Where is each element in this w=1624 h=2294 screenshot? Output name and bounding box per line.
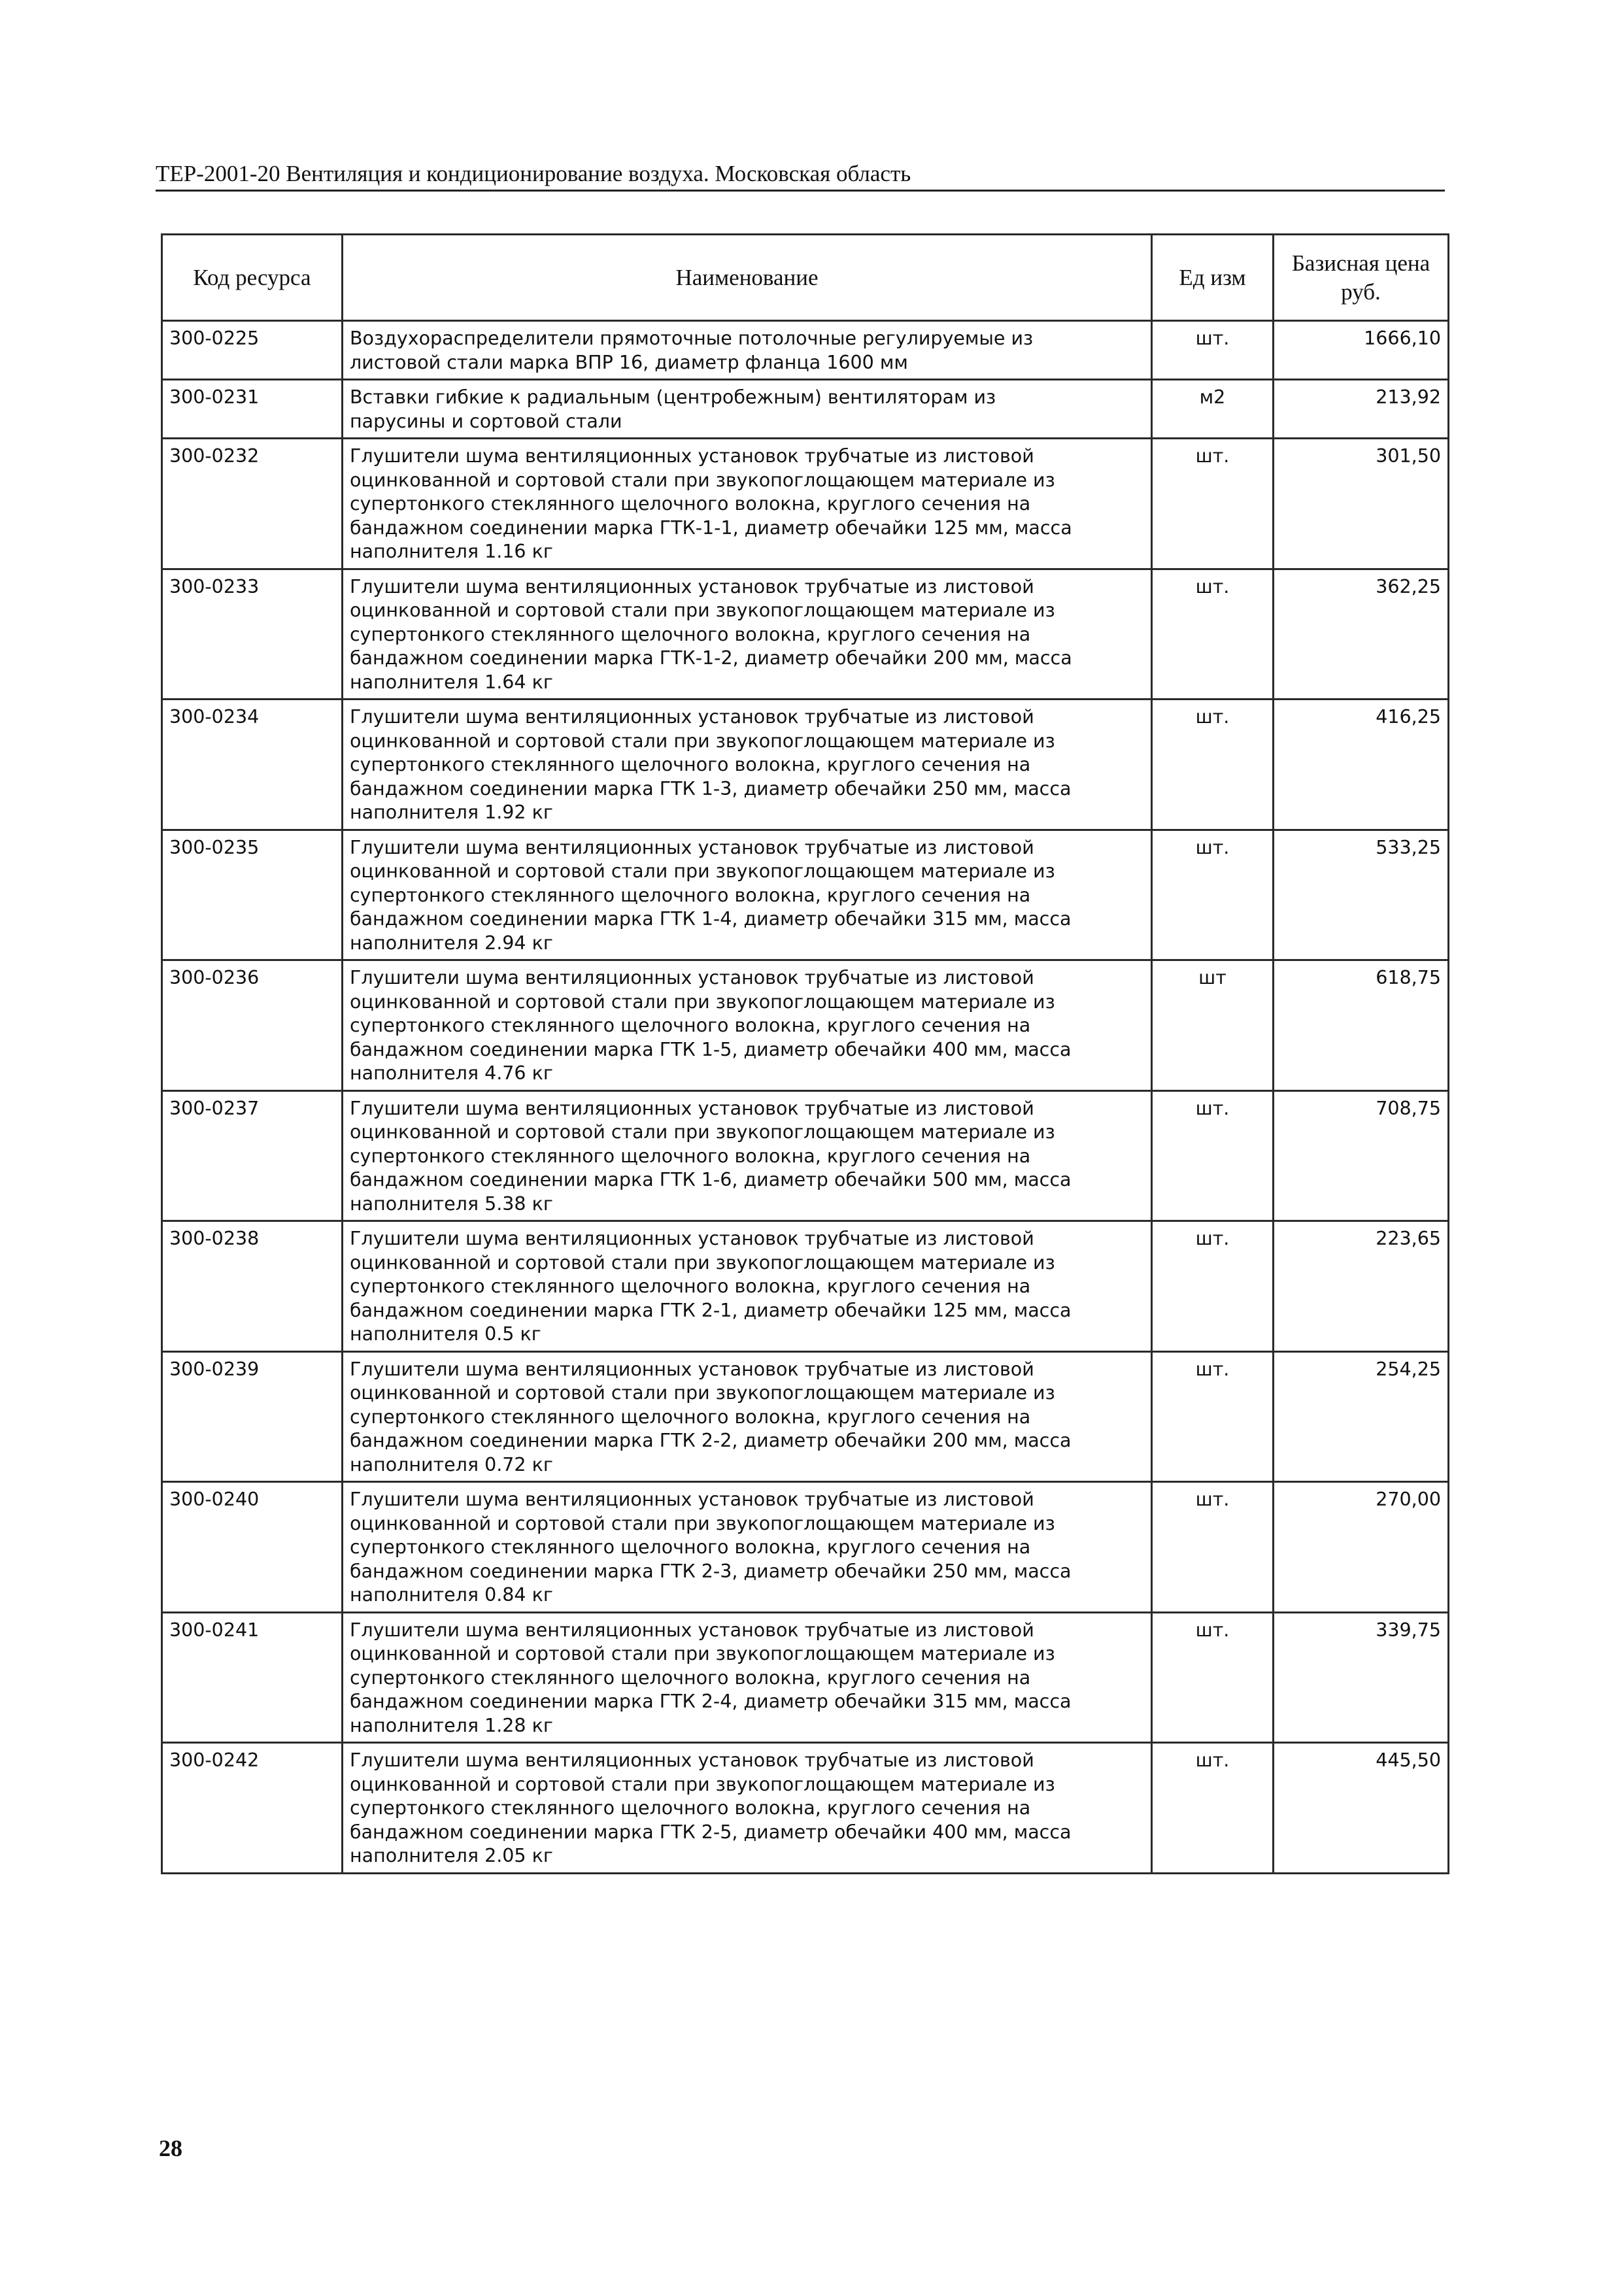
table-row xyxy=(162,960,1449,1091)
cell-name: Воздухораспределители прямоточные потолочные регулируемые из листовой стали марка ВПР 16, диаметр фланца 1600 мм xyxy=(343,321,1152,380)
cell-name: Глушители шума вентиляционных установок трубчатые из листовой оцинкованной и сортовой стали при звукопоглощающем материале из супертонкого стеклянного щелочного волокна, круглого сечения на бандажном соединении марка ГТК 2-1, диаметр обечайки 125 мм, масса наполнителя 0.5 кг xyxy=(343,1221,1152,1352)
cell-code: 300-0232 xyxy=(162,439,343,569)
cell-code: 300-0241 xyxy=(162,1612,343,1743)
table-row xyxy=(162,321,1449,380)
cell-code: 300-0235 xyxy=(162,830,343,960)
cell-unit: шт. xyxy=(1152,439,1274,569)
table-row xyxy=(162,1351,1449,1482)
cell-price: 223,65 xyxy=(1274,1221,1449,1352)
cell-price: 533,25 xyxy=(1274,830,1449,960)
table-row xyxy=(162,1221,1449,1352)
page-header: ТЕР-2001-20 Вентиляция и кондиционирование воздуха. Московская область xyxy=(156,161,1445,192)
cell-price: 708,75 xyxy=(1274,1090,1449,1221)
cell-code: 300-0238 xyxy=(162,1221,343,1352)
table-row xyxy=(162,1482,1449,1613)
column-header-price: Базисная цена руб. xyxy=(1274,235,1449,321)
table-body xyxy=(162,321,1449,1874)
cell-price: 254,25 xyxy=(1274,1351,1449,1482)
cell-price: 362,25 xyxy=(1274,569,1449,700)
cell-code: 300-0236 xyxy=(162,960,343,1091)
cell-code: 300-0231 xyxy=(162,380,343,439)
table-row xyxy=(162,1090,1449,1221)
cell-price: 416,25 xyxy=(1274,700,1449,830)
cell-code: 300-0225 xyxy=(162,321,343,380)
cell-unit: шт. xyxy=(1152,1743,1274,1874)
table-row xyxy=(162,439,1449,569)
table-header-row xyxy=(162,235,1449,321)
cell-price: 1666,10 xyxy=(1274,321,1449,380)
cell-code: 300-0242 xyxy=(162,1743,343,1874)
cell-code: 300-0239 xyxy=(162,1351,343,1482)
resource-table xyxy=(161,233,1449,1874)
cell-code: 300-0233 xyxy=(162,569,343,700)
column-header-name: Наименование xyxy=(343,235,1152,321)
cell-price: 301,50 xyxy=(1274,439,1449,569)
cell-unit: шт xyxy=(1152,960,1274,1091)
cell-name: Глушители шума вентиляционных установок трубчатые из листовой оцинкованной и сортовой стали при звукопоглощающем материале из супертонкого стеклянного щелочного волокна, круглого сечения на бандажном соединении марка ГТК 1-6, диаметр обечайки 500 мм, масса наполнителя 5.38 кг xyxy=(343,1090,1152,1221)
cell-unit: шт. xyxy=(1152,830,1274,960)
cell-price: 618,75 xyxy=(1274,960,1449,1091)
cell-unit: шт. xyxy=(1152,1612,1274,1743)
column-header-code: Код ресурса xyxy=(162,235,343,321)
cell-price: 270,00 xyxy=(1274,1482,1449,1613)
cell-name: Глушители шума вентиляционных установок трубчатые из листовой оцинкованной и сортовой стали при звукопоглощающем материале из супертонкого стеклянного щелочного волокна, круглого сечения на бандажном соединении марка ГТК 2-3, диаметр обечайки 250 мм, масса наполнителя 0.84 кг xyxy=(343,1482,1152,1613)
cell-unit: шт. xyxy=(1152,1351,1274,1482)
cell-code: 300-0234 xyxy=(162,700,343,830)
cell-unit: шт. xyxy=(1152,1221,1274,1352)
cell-price: 339,75 xyxy=(1274,1612,1449,1743)
cell-price: 213,92 xyxy=(1274,380,1449,439)
cell-name: Глушители шума вентиляционных установок трубчатые из листовой оцинкованной и сортовой стали при звукопоглощающем материале из супертонкого стеклянного щелочного волокна, круглого сечения на бандажном соединении марка ГТК 1-3, диаметр обечайки 250 мм, масса наполнителя 1.92 кг xyxy=(343,700,1152,830)
table-row xyxy=(162,1743,1449,1874)
cell-unit: шт. xyxy=(1152,321,1274,380)
table-row xyxy=(162,1612,1449,1743)
cell-unit: шт. xyxy=(1152,1482,1274,1613)
cell-name: Глушители шума вентиляционных установок трубчатые из листовой оцинкованной и сортовой стали при звукопоглощающем материале из супертонкого стеклянного щелочного волокна, круглого сечения на бандажном соединении марка ГТК 2-4, диаметр обечайки 315 мм, масса наполнителя 1.28 кг xyxy=(343,1612,1152,1743)
cell-name: Глушители шума вентиляционных установок трубчатые из листовой оцинкованной и сортовой стали при звукопоглощающем материале из супертонкого стеклянного щелочного волокна, круглого сечения на бандажном соединении марка ГТК 1-5, диаметр обечайки 400 мм, масса наполнителя 4.76 кг xyxy=(343,960,1152,1091)
table-row xyxy=(162,700,1449,830)
cell-name: Глушители шума вентиляционных установок трубчатые из листовой оцинкованной и сортовой стали при звукопоглощающем материале из супертонкого стеклянного щелочного волокна, круглого сечения на бандажном соединении марка ГТК 1-4, диаметр обечайки 315 мм, масса наполнителя 2.94 кг xyxy=(343,830,1152,960)
column-header-unit: Ед изм xyxy=(1152,235,1274,321)
cell-unit: шт. xyxy=(1152,1090,1274,1221)
cell-price: 445,50 xyxy=(1274,1743,1449,1874)
cell-code: 300-0240 xyxy=(162,1482,343,1613)
cell-name: Глушители шума вентиляционных установок трубчатые из листовой оцинкованной и сортовой стали при звукопоглощающем материале из супертонкого стеклянного щелочного волокна, круглого сечения на бандажном соединении марка ГТК-1-2, диаметр обечайки 200 мм, масса наполнителя 1.64 кг xyxy=(343,569,1152,700)
cell-name: Вставки гибкие к радиальным (центробежным) вентиляторам из парусины и сортовой стали xyxy=(343,380,1152,439)
page-number: 28 xyxy=(159,2135,182,2161)
cell-unit: шт. xyxy=(1152,569,1274,700)
table-row xyxy=(162,830,1449,960)
cell-name: Глушители шума вентиляционных установок трубчатые из листовой оцинкованной и сортовой стали при звукопоглощающем материале из супертонкого стеклянного щелочного волокна, круглого сечения на бандажном соединении марка ГТК 2-5, диаметр обечайки 400 мм, масса наполнителя 2.05 кг xyxy=(343,1743,1152,1874)
cell-unit: шт. xyxy=(1152,700,1274,830)
table-row xyxy=(162,569,1449,700)
table-row xyxy=(162,380,1449,439)
cell-code: 300-0237 xyxy=(162,1090,343,1221)
cell-name: Глушители шума вентиляционных установок трубчатые из листовой оцинкованной и сортовой стали при звукопоглощающем материале из супертонкого стеклянного щелочного волокна, круглого сечения на бандажном соединении марка ГТК 2-2, диаметр обечайки 200 мм, масса наполнителя 0.72 кг xyxy=(343,1351,1152,1482)
cell-name: Глушители шума вентиляционных установок трубчатые из листовой оцинкованной и сортовой стали при звукопоглощающем материале из супертонкого стеклянного щелочного волокна, круглого сечения на бандажном соединении марка ГТК-1-1, диаметр обечайки 125 мм, масса наполнителя 1.16 кг xyxy=(343,439,1152,569)
cell-unit: м2 xyxy=(1152,380,1274,439)
